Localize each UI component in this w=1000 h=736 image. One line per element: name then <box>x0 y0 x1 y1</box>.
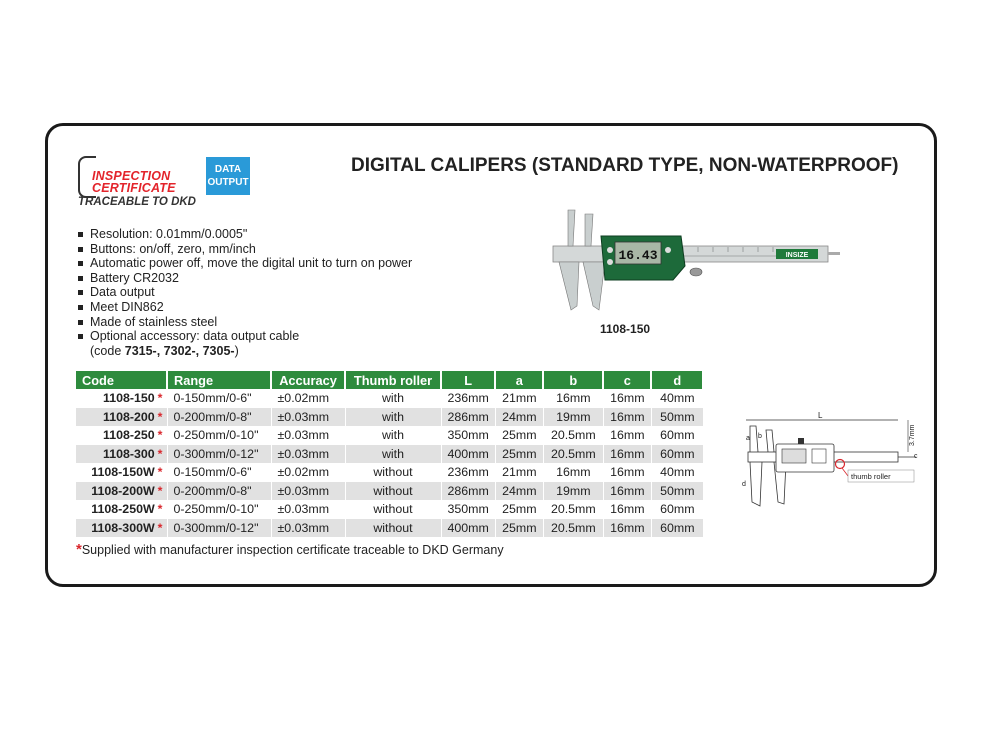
cell-a: 24mm <box>495 482 543 501</box>
cell-thumb: with <box>345 426 441 445</box>
certificate-star: * <box>157 428 163 443</box>
cell-range: 0-250mm/0-10" <box>167 500 271 519</box>
cell-acc: ±0.03mm <box>271 482 345 501</box>
col-header-a: a <box>495 371 543 389</box>
cell-acc: ±0.03mm <box>271 519 345 538</box>
cell-d: 60mm <box>651 426 703 445</box>
cell-acc: ±0.02mm <box>271 389 345 408</box>
cell-b: 20.5mm <box>543 445 603 464</box>
certificate-star: * <box>157 502 163 517</box>
bullet-icon <box>78 305 83 310</box>
cell-code <box>76 482 167 501</box>
table-row <box>76 445 703 464</box>
cell-l: 350mm <box>441 426 495 445</box>
cell-code <box>76 463 167 482</box>
brand-label: INSIZE <box>785 252 809 259</box>
feature-list <box>78 227 412 358</box>
bullet-icon <box>78 320 83 325</box>
cell-c: 16mm <box>603 445 651 464</box>
feature-item <box>78 242 412 257</box>
cell-a: 25mm <box>495 519 543 538</box>
cell-thumb: with <box>345 389 441 408</box>
dim-label-depth: 3.7mm <box>909 424 916 446</box>
table-row <box>76 482 703 501</box>
col-header-l: L <box>441 371 495 389</box>
cell-d: 60mm <box>651 500 703 519</box>
cell-d: 60mm <box>651 519 703 538</box>
cell-range: 0-150mm/0-6" <box>167 463 271 482</box>
cell-code <box>76 519 167 538</box>
feature-text: Battery CR2032 <box>90 270 179 285</box>
certificate-star: * <box>157 483 163 498</box>
col-header-accuracy: Accuracy <box>271 371 345 389</box>
dim-label-l: L <box>818 411 823 420</box>
cell-thumb: without <box>345 463 441 482</box>
table-row <box>76 519 703 538</box>
feature-item <box>78 271 412 286</box>
logo-line-2: CERTIFICATE <box>92 181 176 195</box>
dim-label-c: c <box>914 453 918 460</box>
cell-acc: ±0.02mm <box>271 463 345 482</box>
cell-l: 236mm <box>441 389 495 408</box>
cell-a: 24mm <box>495 408 543 427</box>
cell-b: 16mm <box>543 389 603 408</box>
bullet-icon <box>78 261 83 266</box>
code-text: 1108-300 <box>102 446 155 461</box>
feature-item <box>78 227 412 242</box>
cell-c: 16mm <box>603 408 651 427</box>
cell-l: 400mm <box>441 519 495 538</box>
col-header-thumb-roller: Thumb roller <box>345 371 441 389</box>
cell-c: 16mm <box>603 500 651 519</box>
cell-l: 350mm <box>441 500 495 519</box>
certificate-star: * <box>157 409 163 424</box>
cable-codes: 7315-, 7302-, 7305- <box>124 343 235 358</box>
feature-item <box>78 329 412 344</box>
cell-a: 21mm <box>495 463 543 482</box>
cell-thumb: with <box>345 408 441 427</box>
footnote-star: * <box>76 541 82 558</box>
feature-continuation <box>78 344 412 359</box>
cell-c: 16mm <box>603 389 651 408</box>
cont-suffix: ) <box>234 343 239 358</box>
cell-range: 0-200mm/0-8" <box>167 408 271 427</box>
logo-title <box>92 170 176 194</box>
lcd-reading: 16.43 <box>618 248 658 263</box>
badge-line-1: DATA <box>214 164 242 175</box>
product-card <box>45 123 937 587</box>
feature-text: Made of stainless steel <box>90 314 218 329</box>
cell-l: 400mm <box>441 445 495 464</box>
cell-acc: ±0.03mm <box>271 426 345 445</box>
table-row <box>76 389 703 408</box>
col-header-range: Range <box>167 371 271 389</box>
cell-b: 20.5mm <box>543 519 603 538</box>
certificate-star: * <box>157 520 163 535</box>
cell-d: 50mm <box>651 408 703 427</box>
cell-b: 20.5mm <box>543 500 603 519</box>
feature-item <box>78 285 412 300</box>
thumb-roller-label: thumb roller <box>851 472 891 481</box>
inspection-certificate-logo <box>78 156 198 212</box>
cell-acc: ±0.03mm <box>271 500 345 519</box>
dim-label-b: b <box>758 433 762 440</box>
cell-thumb: without <box>345 519 441 538</box>
cell-code <box>76 408 167 427</box>
cell-c: 16mm <box>603 426 651 445</box>
feature-item <box>78 256 412 271</box>
feature-text: Meet DIN862 <box>90 299 164 314</box>
cell-a: 21mm <box>495 389 543 408</box>
table-row <box>76 500 703 519</box>
table-row <box>76 426 703 445</box>
code-text: 1108-200 <box>102 409 155 424</box>
cell-c: 16mm <box>603 482 651 501</box>
certificate-star: * <box>157 465 163 480</box>
bullet-icon <box>78 276 83 281</box>
cell-l: 236mm <box>441 463 495 482</box>
certificate-star: * <box>157 446 163 461</box>
cell-a: 25mm <box>495 500 543 519</box>
feature-item <box>78 315 412 330</box>
cell-code <box>76 426 167 445</box>
table-row <box>76 463 703 482</box>
cell-code <box>76 500 167 519</box>
cell-b: 16mm <box>543 463 603 482</box>
table-row <box>76 408 703 427</box>
cell-b: 20.5mm <box>543 426 603 445</box>
col-header-b: b <box>543 371 603 389</box>
cell-acc: ±0.03mm <box>271 445 345 464</box>
cell-c: 16mm <box>603 463 651 482</box>
table-header-row <box>76 371 703 389</box>
bullet-icon <box>78 232 83 237</box>
cell-d: 40mm <box>651 389 703 408</box>
code-text: 1108-150W <box>91 465 155 480</box>
cell-code <box>76 445 167 464</box>
cell-thumb: without <box>345 500 441 519</box>
specifications-table <box>76 371 704 537</box>
feature-text: Resolution: 0.01mm/0.0005" <box>90 227 248 241</box>
cell-range: 0-250mm/0-10" <box>167 426 271 445</box>
logo-line-1: INSPECTION <box>92 169 171 183</box>
cell-range: 0-300mm/0-12" <box>167 519 271 538</box>
cell-b: 19mm <box>543 408 603 427</box>
product-model-label: 1108-150 <box>600 322 651 336</box>
col-header-d: d <box>651 371 703 389</box>
cell-b: 19mm <box>543 482 603 501</box>
cell-c: 16mm <box>603 519 651 538</box>
logo-subtitle: TRACEABLE TO DKD <box>78 196 196 208</box>
cell-acc: ±0.03mm <box>271 408 345 427</box>
cell-code <box>76 389 167 408</box>
bullet-icon <box>78 290 83 295</box>
cell-d: 60mm <box>651 445 703 464</box>
cell-range: 0-200mm/0-8" <box>167 482 271 501</box>
caliper-dimension-diagram <box>738 406 928 516</box>
cell-l: 286mm <box>441 408 495 427</box>
cell-d: 40mm <box>651 463 703 482</box>
cell-l: 286mm <box>441 482 495 501</box>
page-title: DIGITAL CALIPERS (STANDARD TYPE, NON-WATERPROOF) <box>351 155 899 176</box>
cell-a: 25mm <box>495 445 543 464</box>
code-text: 1108-250 <box>102 428 155 443</box>
bullet-icon <box>78 334 83 339</box>
footnote-text: Supplied with manufacturer inspection certificate traceable to DKD Germany <box>81 543 504 557</box>
cell-range: 0-150mm/0-6" <box>167 389 271 408</box>
cell-thumb: without <box>345 482 441 501</box>
cont-prefix: (code <box>90 343 125 358</box>
feature-text: Optional accessory: data output cable <box>90 329 300 344</box>
col-header-code: Code <box>76 371 167 389</box>
caliper-product-image <box>513 206 843 316</box>
badge-line-2: OUTPUT <box>207 177 249 188</box>
col-header-c: c <box>603 371 651 389</box>
feature-item <box>78 300 412 315</box>
code-text: 1108-250W <box>91 502 155 517</box>
cell-thumb: with <box>345 445 441 464</box>
footnote <box>76 541 504 558</box>
code-text: 1108-150 <box>102 391 155 406</box>
cell-a: 25mm <box>495 426 543 445</box>
feature-text: Automatic power off, move the digital unit to turn on power <box>90 256 413 271</box>
cell-d: 50mm <box>651 482 703 501</box>
dim-label-a: a <box>746 435 750 442</box>
code-text: 1108-300W <box>91 520 155 535</box>
bullet-icon <box>78 247 83 252</box>
dim-label-d: d <box>742 481 746 488</box>
feature-text: Data output <box>90 285 155 300</box>
cell-range: 0-300mm/0-12" <box>167 445 271 464</box>
certificate-star: * <box>157 391 163 406</box>
feature-text: Buttons: on/off, zero, mm/inch <box>90 241 256 256</box>
code-text: 1108-200W <box>91 483 155 498</box>
data-output-badge <box>206 157 250 195</box>
